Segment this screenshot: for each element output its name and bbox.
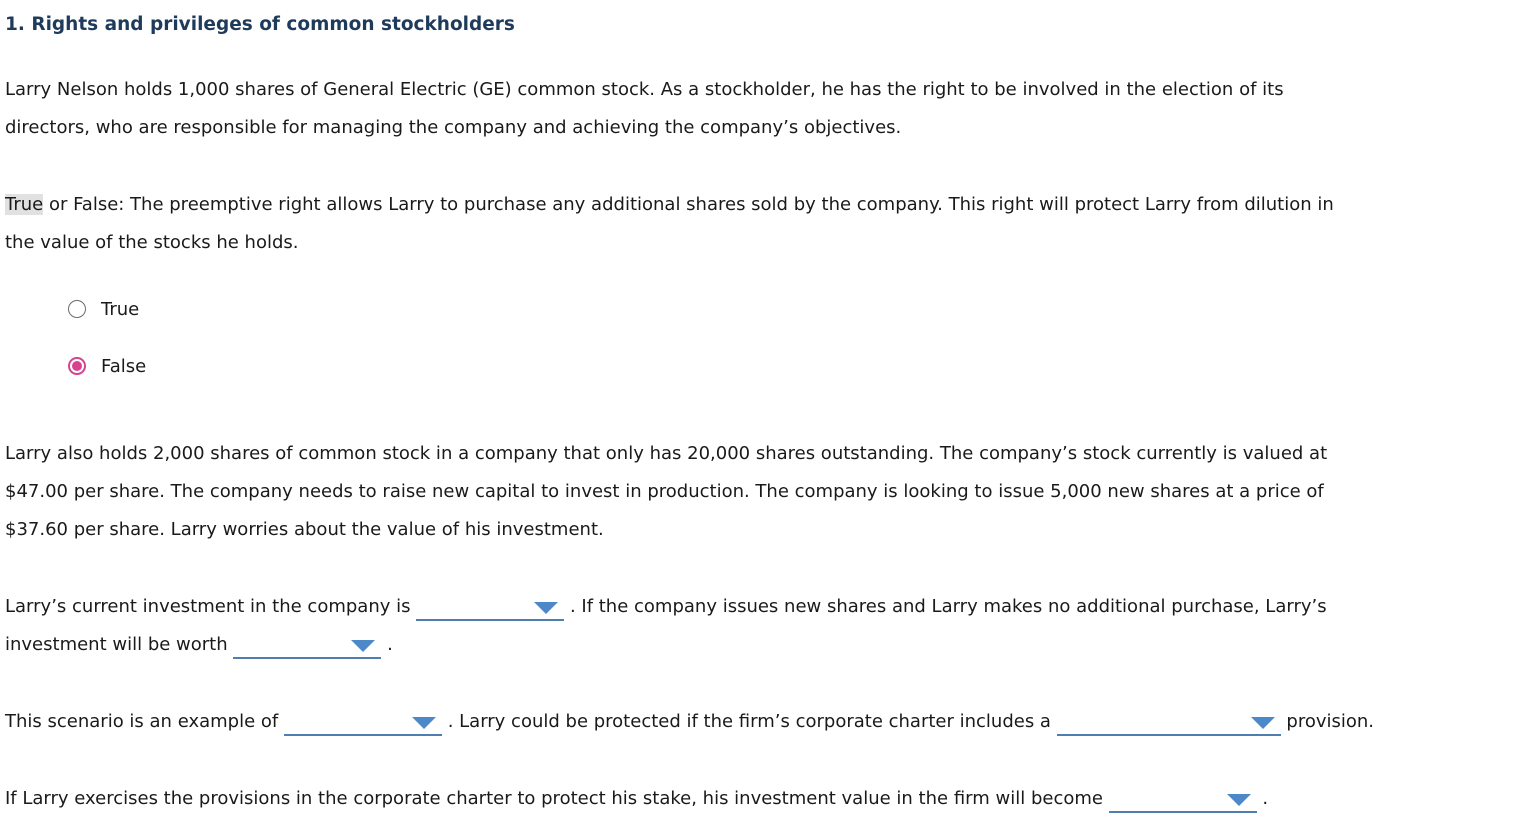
- radio-true[interactable]: [68, 300, 86, 318]
- option-true[interactable]: [68, 296, 139, 322]
- fill3-text-before: If Larry exercises the provisions in the corporate charter to protect his stake, his investment value in the firm will become: [5, 788, 1109, 809]
- fill-in-current-investment: [5, 588, 1327, 664]
- current-investment-dropdown[interactable]: [416, 595, 564, 621]
- highlighted-word: True: [5, 194, 44, 215]
- scenario-example-dropdown[interactable]: [284, 710, 442, 736]
- fill-in-scenario-example: [5, 703, 1374, 741]
- fill1-line-1: [5, 588, 1327, 626]
- fill2-text-middle: . Larry could be protected if the firm’s corporate charter includes a: [441, 711, 1057, 732]
- fill2-text-after: provision.: [1280, 711, 1375, 732]
- intro-line-2: directors, who are responsible for managing the company and achieving the company’s objectives.: [5, 117, 902, 138]
- chevron-down-icon: [1227, 794, 1251, 806]
- chevron-down-icon: [1251, 717, 1275, 729]
- intro-paragraph: [5, 71, 1284, 147]
- option-true-label: True: [101, 298, 140, 320]
- fill3-line: [5, 780, 1268, 818]
- fill2-line: [5, 703, 1374, 741]
- scenario-line-2: $47.00 per share. The company needs to raise new capital to invest in production. The company is looking to issue 5,000 new shares at a price of: [5, 481, 1324, 502]
- fill3-text-after: .: [1256, 788, 1269, 809]
- question-title: 1. Rights and privileges of common stockholders: [5, 14, 515, 35]
- chevron-down-icon: [534, 602, 558, 614]
- scenario-paragraph: [5, 435, 1327, 549]
- fill1-text-after: . If the company issues new shares and Larry makes no additional purchase, Larry’s: [564, 596, 1327, 617]
- scenario-line-1: Larry also holds 2,000 shares of common stock in a company that only has 20,000 shares outstanding. The company’s stock currently is valued at: [5, 443, 1328, 464]
- option-false[interactable]: [68, 353, 146, 379]
- scenario-line-3: $37.60 per share. Larry worries about the value of his investment.: [5, 519, 604, 540]
- true-false-prompt: [5, 186, 1334, 262]
- protected-value-dropdown[interactable]: [1109, 787, 1257, 813]
- option-false-label: False: [101, 355, 147, 377]
- fill1-line-2: [5, 626, 1327, 664]
- fill1-line2-after: .: [381, 634, 393, 655]
- chevron-down-icon: [351, 640, 375, 652]
- investment-worth-dropdown[interactable]: [233, 633, 381, 659]
- chevron-down-icon: [412, 717, 436, 729]
- fill1-text-before: Larry’s current investment in the company is: [5, 596, 417, 617]
- fill-in-protected-value: [5, 780, 1268, 818]
- prompt-line-2: the value of the stocks he holds.: [5, 232, 299, 253]
- charter-provision-dropdown[interactable]: [1057, 710, 1281, 736]
- radio-false[interactable]: [68, 357, 86, 375]
- intro-line-1: Larry Nelson holds 1,000 shares of General Electric (GE) common stock. As a stockholder, he has the right to be involved in the election of its: [5, 79, 1284, 100]
- fill1-line2-before: investment will be worth: [5, 634, 234, 655]
- fill2-text-before: This scenario is an example of: [5, 711, 284, 732]
- prompt-line-1: [5, 186, 1334, 224]
- prompt-line-1-text: or False: The preemptive right allows Larry to purchase any additional shares sold by the company. This right will protect Larry from dilution in: [43, 194, 1334, 215]
